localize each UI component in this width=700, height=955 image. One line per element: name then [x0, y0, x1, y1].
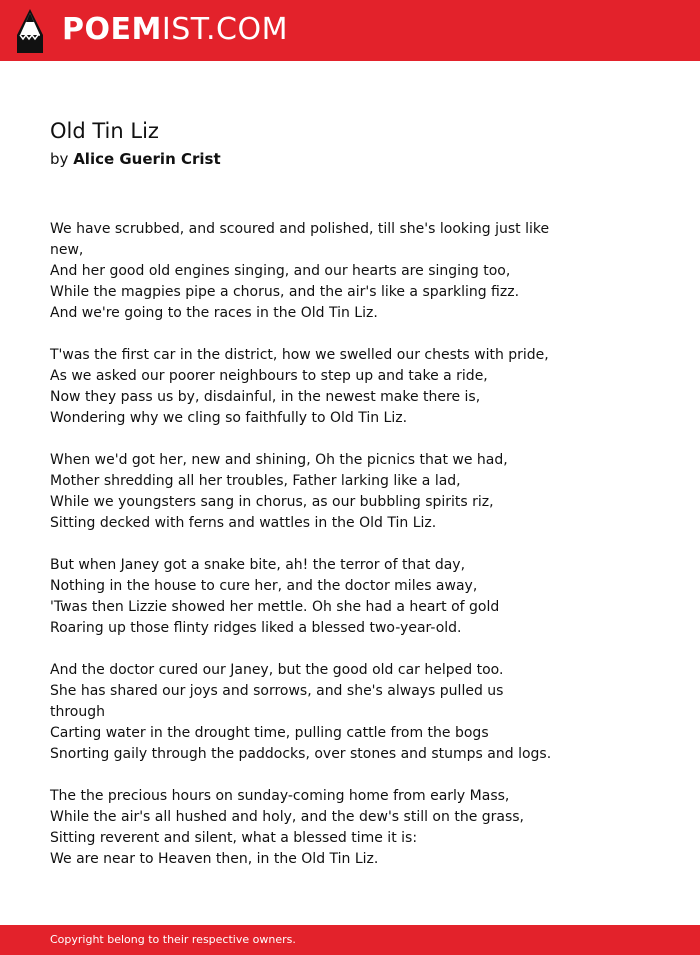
poem-stanza — [50, 450, 560, 534]
poem-line: When we'd got her, new and shining, Oh the picnics that we had, — [50, 452, 508, 468]
poem-line: Now they pass us by, disdainful, in the newest make there is, — [50, 389, 481, 405]
poem-stanza — [50, 660, 560, 765]
poem-line: Sitting reverent and silent, what a blessed time it is: — [50, 830, 418, 846]
poem-line: Nothing in the house to cure her, and the doctor miles away, — [50, 578, 478, 594]
poem-line: While the magpies pipe a chorus, and the air's like a sparkling fizz. — [50, 284, 520, 300]
poem-line: Roaring up those flinty ridges liked a blessed two-year-old. — [50, 620, 462, 636]
poem-line: T'was the first car in the district, how we swelled our chests with pride, — [50, 347, 549, 363]
poem-line: new, — [50, 242, 84, 258]
poem-line: We are near to Heaven then, in the Old Tin Liz. — [50, 851, 379, 867]
poem-line: And we're going to the races in the Old Tin Liz. — [50, 305, 378, 321]
poem-stanza — [50, 219, 560, 324]
poem-line: She has shared our joys and sorrows, and she's always pulled us through — [50, 683, 504, 720]
pencil-logo-icon[interactable] — [17, 9, 43, 53]
poem-line: Snorting gaily through the paddocks, over stones and stumps and logs. — [50, 746, 552, 762]
copyright-text: Copyright belong to their respective owners. — [50, 933, 296, 946]
brand-light-text: IST.COM — [161, 12, 288, 47]
poem-line: As we asked our poorer neighbours to step up and take a ride, — [50, 368, 488, 384]
poem-line: The the precious hours on sunday-coming home from early Mass, — [50, 788, 510, 804]
byline — [50, 149, 221, 169]
poem-line: Wondering why we cling so faithfully to Old Tin Liz. — [50, 410, 408, 426]
poem-title: Old Tin Liz — [50, 119, 159, 143]
poem-line: And her good old engines singing, and our hearts are singing too, — [50, 263, 511, 279]
poem-line: While the air's all hushed and holy, and the dew's still on the grass, — [50, 809, 525, 825]
poem-body — [50, 219, 560, 891]
poem-line: Mother shredding all her troubles, Father larking like a lad, — [50, 473, 461, 489]
poem-line: Carting water in the drought time, pulling cattle from the bogs — [50, 725, 489, 741]
poem-line: But when Janey got a snake bite, ah! the terror of that day, — [50, 557, 466, 573]
site-logo-text[interactable] — [62, 10, 288, 50]
poem-stanza — [50, 555, 560, 639]
poem-line: And the doctor cured our Janey, but the good old car helped too. — [50, 662, 504, 678]
author-name: Alice Guerin Crist — [73, 150, 221, 168]
site-footer — [0, 925, 700, 955]
poem-stanza — [50, 786, 560, 870]
poem-line: 'Twas then Lizzie showed her mettle. Oh she had a heart of gold — [50, 599, 500, 615]
poem-line: We have scrubbed, and scoured and polished, till she's looking just like — [50, 221, 550, 237]
brand-bold-text: POEM — [62, 12, 162, 47]
poem-line: While we youngsters sang in chorus, as our bubbling spirits riz, — [50, 494, 494, 510]
poem-line: Sitting decked with ferns and wattles in the Old Tin Liz. — [50, 515, 437, 531]
poem-stanza — [50, 345, 560, 429]
site-header — [0, 0, 700, 61]
by-label: by — [50, 150, 69, 168]
